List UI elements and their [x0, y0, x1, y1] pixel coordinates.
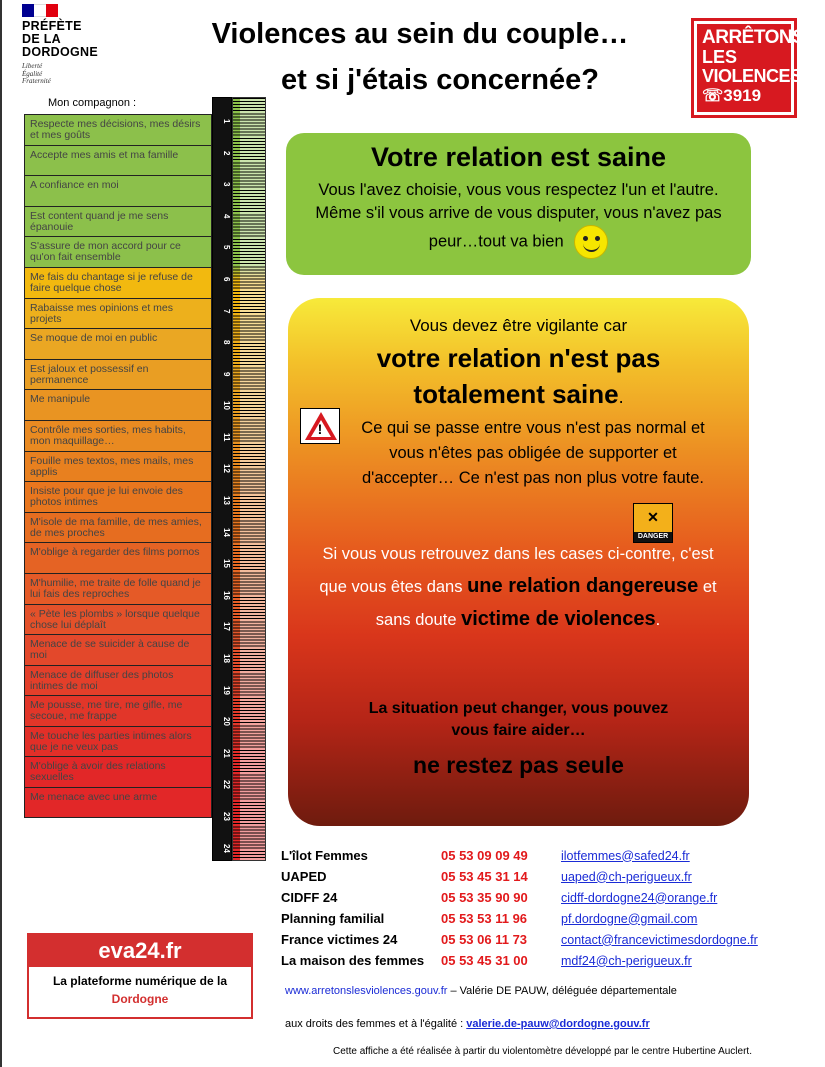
violentometre-item: Se moque de moi en public	[24, 328, 212, 359]
violentometre-item: M'oblige à regarder des films pornos	[24, 542, 212, 573]
contact-row	[281, 866, 801, 887]
violentometre-item: Est content quand je me sens épanouie	[24, 206, 212, 237]
scale-number: 15	[222, 559, 231, 569]
healthy-relation-box	[286, 133, 751, 275]
violentometre-item: M'isole de ma famille, de mes amies, de mes proches	[24, 512, 212, 543]
contact-email-link[interactable]: cidff-dordogne24@orange.fr	[561, 890, 718, 905]
contact-phone[interactable]: 05 53 09 09 49	[441, 848, 528, 863]
violentometre-item: Rabaisse mes opinions et mes projets	[24, 298, 212, 329]
smiley-icon	[574, 225, 608, 259]
violentometre-item: Fouille mes textos, mes mails, mes applis	[24, 451, 212, 482]
scale-number: 17	[222, 622, 231, 632]
contact-phone[interactable]: 05 53 35 90 90	[441, 890, 528, 905]
final-message: ne restez pas seule	[413, 752, 624, 778]
contact-row	[281, 950, 801, 971]
danger-text: Si vous vous retrouvez dans les cases ci-contre, c'est que vous êtes dans une relation dangereuse et sans doute victime de violences.	[319, 545, 717, 630]
contact-name: Planning familial	[281, 911, 385, 926]
page-edge	[0, 0, 2, 1067]
danger-sign-icon: ✕ DANGER	[633, 503, 673, 543]
violentometre-item: A confiance en moi	[24, 175, 212, 206]
contact-name: La maison des femmes	[281, 953, 425, 968]
links-block: www.arretonslesviolences.gouv.fr – Valérie DE PAUW, déléguée départementale aux droits des femmes et à l'égalité : valerie.de-pauw@dordogne.gouv.fr	[285, 985, 677, 1030]
prefecture-name: PRÉFÈTE DE LA DORDOGNE	[22, 19, 99, 59]
eva24-tagline: La plateforme numérique de la	[52, 974, 228, 988]
eva24-logo[interactable]	[27, 933, 253, 1019]
delegate-email-link[interactable]: valerie.de-pauw@dordogne.gouv.fr	[466, 1018, 650, 1030]
violentometre-item: M'humilie, me traite de folle quand je lui fais des reproches	[24, 573, 212, 604]
scale-number: 23	[222, 812, 231, 821]
footer-credit: Cette affiche a été réalisée à partir du violentomètre développé par le centre Hubertine Auclert.	[333, 1046, 752, 1057]
contact-phone[interactable]: 05 53 06 11 73	[441, 932, 528, 947]
scale-number: 8	[222, 340, 231, 345]
arretons-les-violences-logo: ARRÊTONS LES VIOLENCES ☏3919	[691, 18, 797, 118]
scale-number: 12	[222, 464, 231, 474]
violentometre-graduations	[232, 97, 266, 861]
republic-motto: Liberté Égalité Fraternité	[22, 62, 51, 85]
healthy-text: Vous l'avez choisie, vous vous respectez l'un et l'autre. Même s'il vous arrive de vous disputer, vous n'avez pas peur…tout va bien	[286, 179, 751, 259]
contact-email-link[interactable]: contact@francevictimesdordogne.fr	[561, 932, 758, 947]
contact-name: CIDFF 24	[281, 890, 338, 905]
page-title-line2: et si j'étais concernée?	[281, 64, 599, 96]
violentometre-item: S'assure de mon accord pour ce qu'on fait ensemble	[24, 236, 212, 267]
contact-name: UAPED	[281, 869, 327, 884]
contact-email-link[interactable]: mdf24@ch-perigueux.fr	[561, 953, 692, 968]
contact-phone[interactable]: 05 53 53 11 96	[441, 911, 528, 926]
violentometre-item: Est jaloux et possessif en permanence	[24, 359, 212, 390]
contact-name: L'îlot Femmes	[281, 848, 368, 863]
scale-number: 9	[222, 371, 231, 377]
scale-number: 2	[222, 150, 231, 156]
violentometre-item: Me touche les parties intimes alors que je ne veux pas	[24, 726, 212, 757]
scale-number: 24	[222, 843, 231, 853]
scale-number: 16	[222, 590, 231, 600]
contact-row	[281, 908, 801, 929]
scale-number: 1	[222, 119, 231, 124]
contact-phone[interactable]: 05 53 45 31 00	[441, 953, 528, 968]
scale-number: 6	[222, 277, 231, 282]
contact-name: France victimes 24	[281, 932, 398, 947]
scale-number: 13	[222, 496, 231, 505]
warning-text: Ce qui se passe entre vous n'est pas normal et vous n'êtes pas obligée de supporter et d'accepter… Ce n'est pas non plus votre faute.	[361, 419, 705, 487]
contact-email-link[interactable]: pf.dordogne@gmail.com	[561, 911, 698, 926]
scale-number: 3	[222, 182, 231, 187]
violentometre-ruler	[212, 97, 232, 861]
french-flag-icon	[22, 4, 58, 17]
warning-box	[288, 298, 749, 826]
warning-intro: Vous devez être vigilante car	[409, 316, 628, 335]
violentometre-heading: Mon compagnon :	[48, 97, 137, 109]
contact-email-link[interactable]: ilotfemmes@safed24.fr	[561, 848, 690, 863]
violentometre-list	[24, 114, 212, 818]
change-text: La situation peut changer, vous pouvez vous faire aider…	[368, 700, 669, 739]
eva24-region: Dordogne	[111, 992, 169, 1006]
healthy-heading: Votre relation est saine	[370, 142, 667, 172]
violentometre-item: Insiste pour que je lui envoie des photos intimes	[24, 481, 212, 512]
contact-row	[281, 887, 801, 908]
scale-number: 22	[222, 780, 231, 790]
violentometre-item: M'oblige à avoir des relations sexuelles	[24, 756, 212, 787]
violentometre-item: Menace de se suicider à cause de moi	[24, 634, 212, 665]
scale-number: 4	[222, 213, 231, 219]
prefecture-logo	[22, 4, 142, 86]
contacts-list	[281, 845, 801, 971]
page-title-line1: Violences au sein du couple…	[211, 18, 629, 50]
scale-number: 19	[222, 685, 231, 695]
violentometre-item: « Pète les plombs » lorsque quelque chose lui déplaît	[24, 604, 212, 635]
warning-triangle-icon: !	[300, 408, 340, 444]
eva24-name: eva24.fr	[29, 935, 251, 967]
contact-row	[281, 845, 801, 866]
violentometre-item: Menace de diffuser des photos intimes de moi	[24, 665, 212, 696]
contact-email-link[interactable]: uaped@ch-perigueux.fr	[561, 869, 692, 884]
contact-phone[interactable]: 05 53 45 31 14	[441, 869, 528, 884]
violentometre-item: Me menace avec une arme	[24, 787, 212, 818]
scale-number: 7	[222, 308, 231, 314]
contact-row	[281, 929, 801, 950]
scale-number: 5	[222, 245, 231, 250]
violentometre-item: Accepte mes amis et ma famille	[24, 145, 212, 176]
violentometre-item: Me fais du chantage si je refuse de faire quelque chose	[24, 267, 212, 298]
scale-number: 20	[222, 717, 231, 727]
scale-number: 18	[222, 654, 231, 663]
violentometre-item: Respecte mes décisions, mes désirs et mes goûts	[24, 114, 212, 145]
scale-number: 11	[222, 433, 231, 442]
scale-number: 10	[222, 401, 231, 411]
government-site-link[interactable]: www.arretonslesviolences.gouv.fr	[285, 985, 448, 997]
violentometre-item: Me pousse, me tire, me gifle, me secoue, me frappe	[24, 695, 212, 726]
violentometre-item: Me manipule	[24, 389, 212, 420]
warning-heading: votre relation n'est pas totalement saine.	[376, 343, 661, 409]
scale-number: 21	[222, 748, 231, 758]
scale-number: 14	[222, 527, 231, 537]
violentometre-item: Contrôle mes sorties, mes habits, mon maquillage…	[24, 420, 212, 451]
